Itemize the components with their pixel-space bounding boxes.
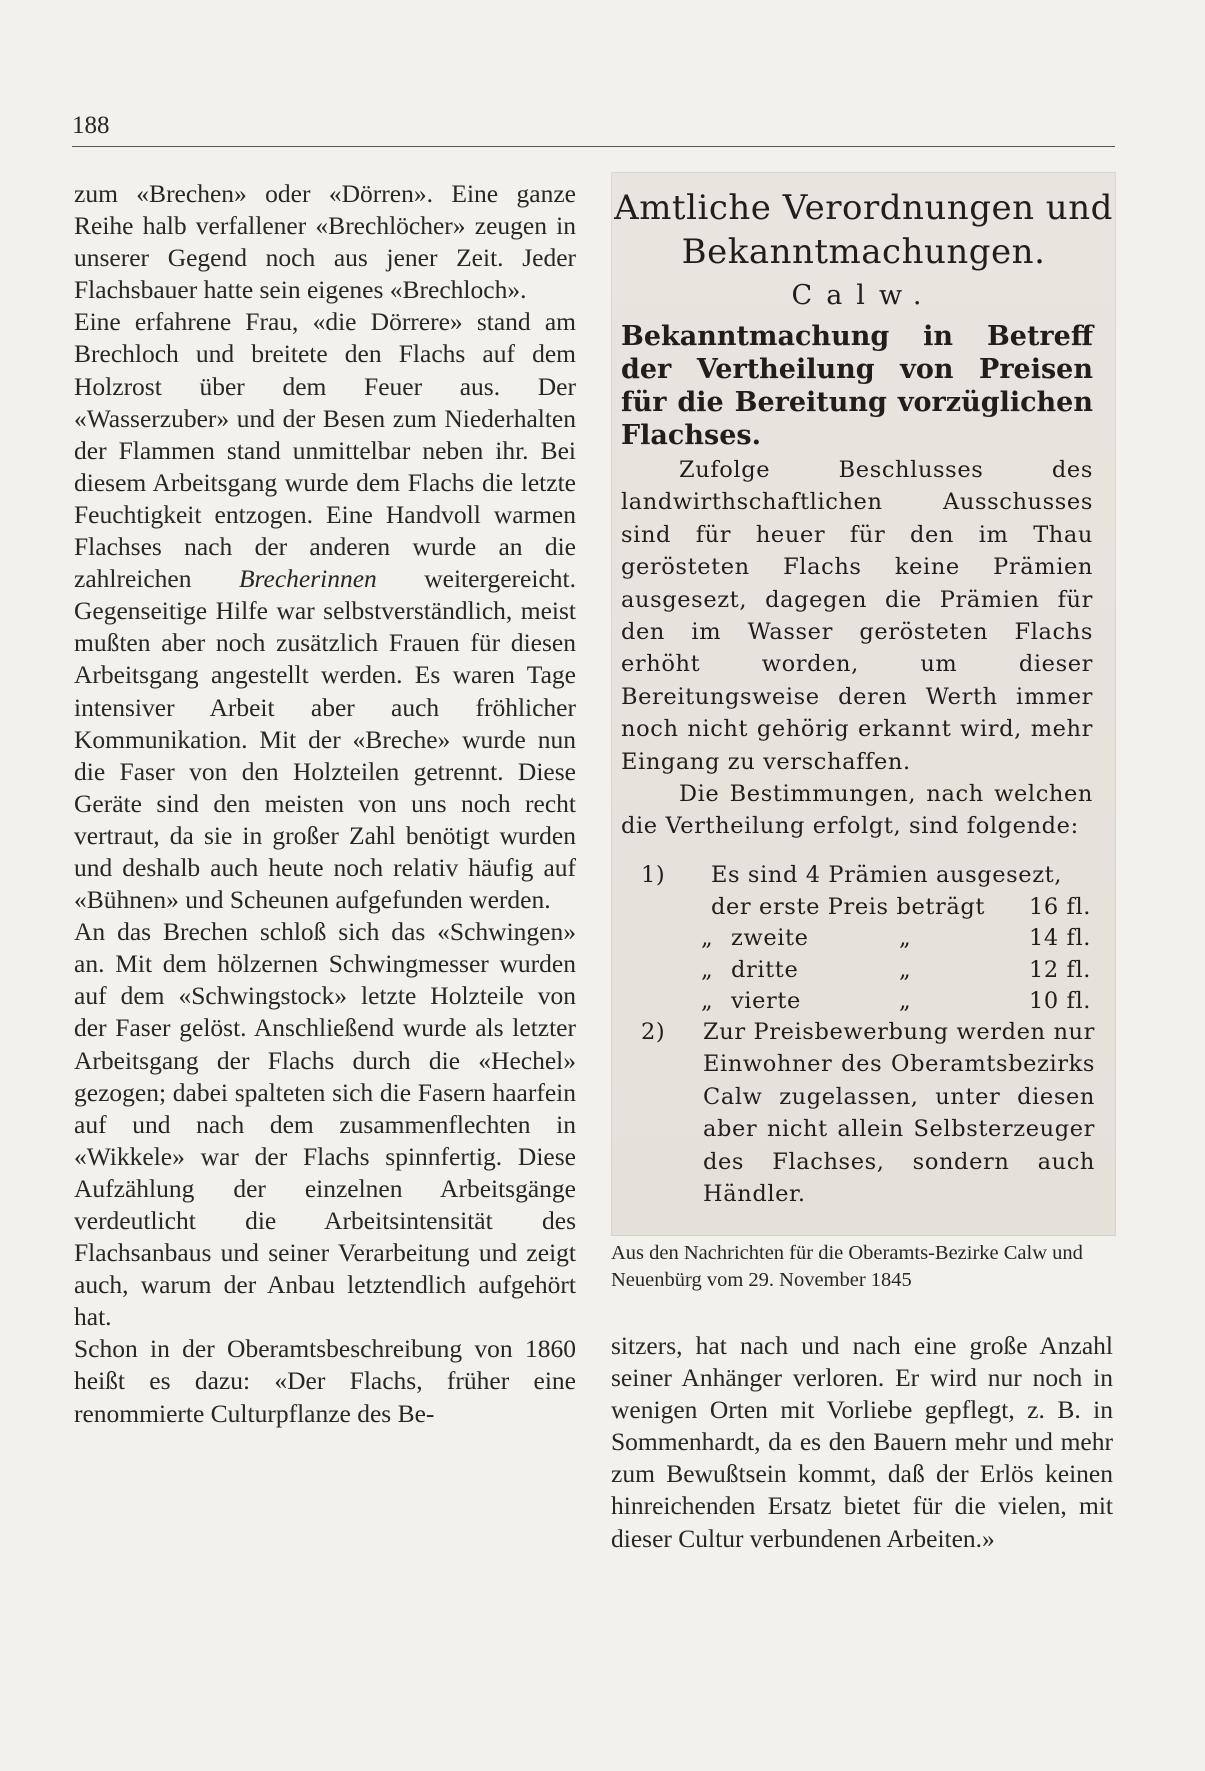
ditto-mark: „ <box>899 925 912 951</box>
paragraph: An das Brechen schloß sich das «Schwingen» an. Mit dem hölzernen Schwingmesser wurden auf dem «Schwingstock» letzte Holzteile von der Faser gelöst. Anschließend wurde als letzter Arbeitsgang der Flachs durch die «Hechel» gezogen; dabei spalteten sich die Fasern haarfein auf und nach dem zusammenflechten in «Wikkele» war der Flachs spinnfertig. Diese Aufzählung der einzelnen Arbeitsgänge verdeutlicht die Arbeitsintensität des Flachsanbaus und seiner Verarbeitung und zeigt auch, warum der Anbau letztendlich aufgehört hat. <box>74 917 576 1332</box>
prize-amount: 16 fl. <box>1028 893 1091 920</box>
ditto-mark: „ <box>701 956 714 983</box>
ditto-mark: „ <box>701 925 714 951</box>
clipping-heading <box>611 186 1116 274</box>
prize-name: zweite <box>731 925 809 951</box>
prize-row <box>641 986 1101 1018</box>
prize-intro <box>641 860 1101 892</box>
prize-name: der erste Preis beträgt <box>711 893 986 920</box>
newspaper-clipping <box>611 172 1116 1236</box>
left-column <box>74 178 576 1430</box>
prize-amount: 10 fl. <box>1028 988 1091 1014</box>
prize-name: dritte <box>731 956 799 983</box>
clipping-paragraph: Die Bestimmungen, nach welchen die Vertheilung erfolgt, sind folgende: <box>621 781 1093 840</box>
list-text: Es sind 4 Prämien ausgesezt, <box>711 862 1063 888</box>
clipping-heading-line: Amtliche Verordnungen und <box>614 188 1113 228</box>
header-rule <box>72 146 1115 147</box>
clipping-title: Bekanntmachung in Betreff der Vertheilung von Preisen für die Bereitung vorzüglichen Flachses. <box>621 321 1093 451</box>
eligibility-item <box>641 1016 1095 1210</box>
list-label: 2) <box>641 1019 666 1045</box>
prize-amount: 14 fl. <box>1028 925 1091 951</box>
list-text: Zur Preisbewerbung werden nur Einwohner des Oberamtsbezirks Calw zugelassen, unter diesen aber nicht allein Selbsterzeuger des Flachses, sondern auch Händler. <box>703 1019 1095 1208</box>
paragraph: zum «Brechen» oder «Dörren». Eine ganze Reihe halb verfallener «Brechlöcher» zeugen in unserer Gegend noch aus jener Zeit. Jeder Flachsbauer hatte sein eigenes «Brechloch». <box>74 179 576 305</box>
clipping-heading-line: Bekanntmachungen. <box>681 232 1046 272</box>
paragraph: Schon in der Oberamtsbeschreibung von 1860 heißt es dazu: «Der Flachs, früher eine renommierte Culturpflanze des Be- <box>74 1334 576 1428</box>
paragraph: sitzers, hat nach und nach eine große Anzahl seiner Anhänger verloren. Er wird nur noch in wenigen Orten mit Vorliebe gepflegt, z. B. in Sommenhardt, da es den Bauern mehr und mehr zum Bewußtsein kommt, daß der Erlös keinen hinreichenden Ersatz bietet für die vielen, mit dieser Cultur verbundenen Arbeiten.» <box>611 1331 1113 1553</box>
clipping-paragraph: Zufolge Beschlusses des landwirthschaftlichen Ausschusses sind für heuer für den im Thau gerösteten Flachs keine Prämien ausgesezt, dagegen die Prämien für den im Wasser gerösteten Flachs erhöht worden, um dieser Bereitungsweise deren Werth immer noch nicht gehörig erkannt wird, mehr Eingang zu verschaffen. <box>621 457 1093 775</box>
paragraph-text: weitergereicht. Gegenseitige Hilfe war selbstverständlich, meist mußten aber noch zusätzlich Frauen für diesen Arbeitsgang angestellt werden. Es waren Tage intensiver Arbeit aber auch fröhlicher Kommunikation. Mit der «Breche» wurde nun die Faser von den Holzteilen getrennt. Diese Geräte sind den meisten von uns noch recht vertraut, da sie in großer Zahl benötigt wurden und deshalb auch heute noch relativ häufig auf «Bühnen» und Scheunen aufgefunden werden. <box>74 564 576 915</box>
ditto-mark: „ <box>899 988 912 1014</box>
clipping-body <box>621 454 1093 843</box>
paragraph-text: Eine erfahrene Frau, «die Dörrere» stand am Brechloch und breitete den Flachs auf dem Holzrost über dem Feuer aus. Der «Wasserzuber» und der Besen zum Niederhalten der Flammen stand unmittelbar neben ihr. Bei diesem Arbeitsgang wurde dem Flachs die letzte Feuchtigkeit entzogen. Eine Handvoll warmen Flachses nach der anderen wurde an die zahlreichen <box>74 307 576 594</box>
page-number: 188 <box>72 112 110 139</box>
prize-name: vierte <box>731 988 801 1014</box>
prize-amount: 12 fl. <box>1028 956 1091 983</box>
paragraph <box>74 306 576 916</box>
ditto-mark: „ <box>701 988 714 1014</box>
clipping-caption: Aus den Nachrichten für die Oberamts-Bezirke Calw und Neuenbürg vom 29. November 1845 <box>611 1242 1083 1291</box>
prize-row <box>641 955 1101 987</box>
right-column-text <box>611 1330 1113 1555</box>
list-label: 1) <box>641 862 666 888</box>
clipping-place: Calw. <box>791 280 936 311</box>
prize-row <box>641 923 1101 955</box>
ditto-mark: „ <box>899 956 912 983</box>
prize-list <box>641 860 1101 1018</box>
prize-row <box>641 892 1101 924</box>
emphasis-term: Brecherinnen <box>238 564 377 594</box>
